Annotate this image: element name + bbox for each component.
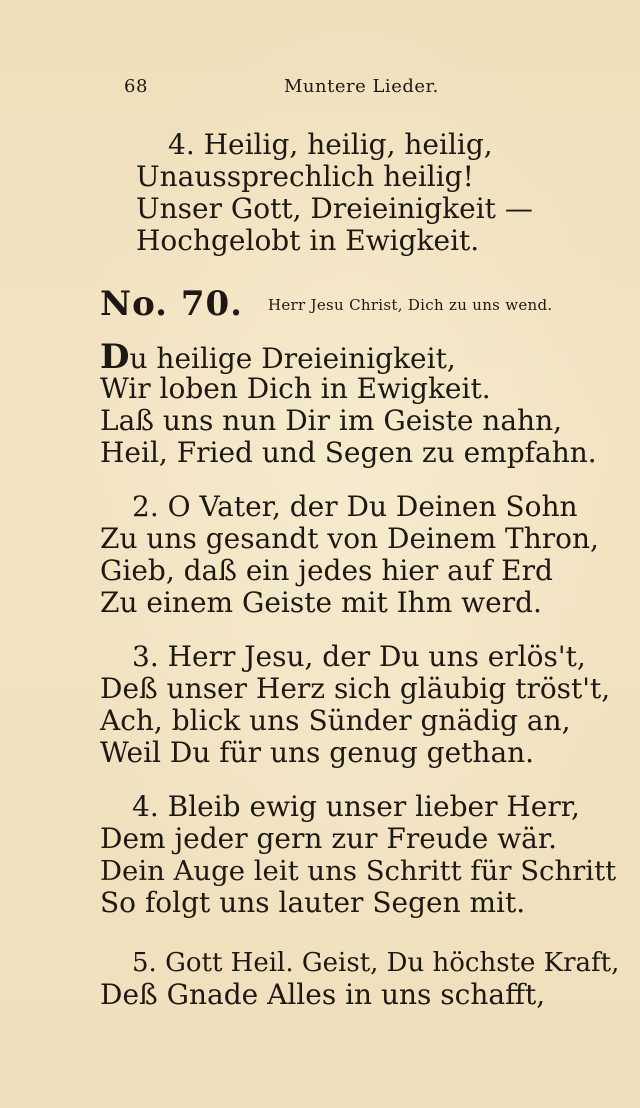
verse-line: Zu einem Geiste mit Ihm werd.: [100, 586, 542, 619]
verse-line: Gieb, daß ein jedes hier auf Erd: [100, 554, 553, 587]
verse-line: 4. Heilig, heilig, heilig,: [168, 128, 493, 161]
verse-line: Laß uns nun Dir im Geiste nahn,: [100, 404, 562, 437]
verse-line: Hochgelobt in Ewigkeit.: [136, 224, 480, 257]
verse-line-text: u heilige Dreieinigkeit,: [129, 342, 456, 375]
verse-line: Weil Du für uns genug gethan.: [100, 736, 535, 769]
running-title: Muntere Lieder.: [284, 76, 439, 97]
verse-line: Dein Auge leit uns Schritt für Schritt: [100, 855, 617, 887]
verse-line: Unaussprechlich heilig!: [136, 160, 474, 193]
verse-line: Ach, blick uns Sünder gnädig an,: [100, 704, 571, 737]
verse-line: Deß Gnade Alles in uns schafft,: [100, 978, 546, 1011]
verse-line: Heil, Fried und Segen zu empfahn.: [100, 436, 597, 469]
drop-cap: D: [100, 337, 130, 377]
tune-name: Herr Jesu Christ, Dich zu uns wend.: [268, 296, 553, 314]
verse-line: Deß unser Herz sich gläubig tröst't,: [100, 672, 611, 705]
verse-line: 5. Gott Heil. Geist, Du höchste Kraft,: [132, 948, 620, 978]
hymn-number: No. 70.: [100, 284, 243, 324]
verse-line: 4. Bleib ewig unser lieber Herr,: [132, 790, 580, 823]
verse-line: 2. O Vater, der Du Deinen Sohn: [132, 490, 578, 523]
hymn-heading: [100, 284, 620, 328]
verse-line: Wir loben Dich in Ewigkeit.: [100, 372, 491, 405]
verse-line: 3. Herr Jesu, der Du uns erlös't,: [132, 640, 586, 673]
verse-line: Dem jeder gern zur Freude wär.: [100, 822, 558, 855]
verse-line: Unser Gott, Dreieinigkeit —: [136, 192, 533, 225]
page-number: 68: [124, 76, 148, 97]
verse-line: Zu uns gesandt von Deinem Thron,: [100, 522, 599, 555]
running-header: [124, 76, 444, 104]
verse-line: [100, 337, 456, 377]
verse-line: So folgt uns lauter Segen mit.: [100, 886, 526, 919]
